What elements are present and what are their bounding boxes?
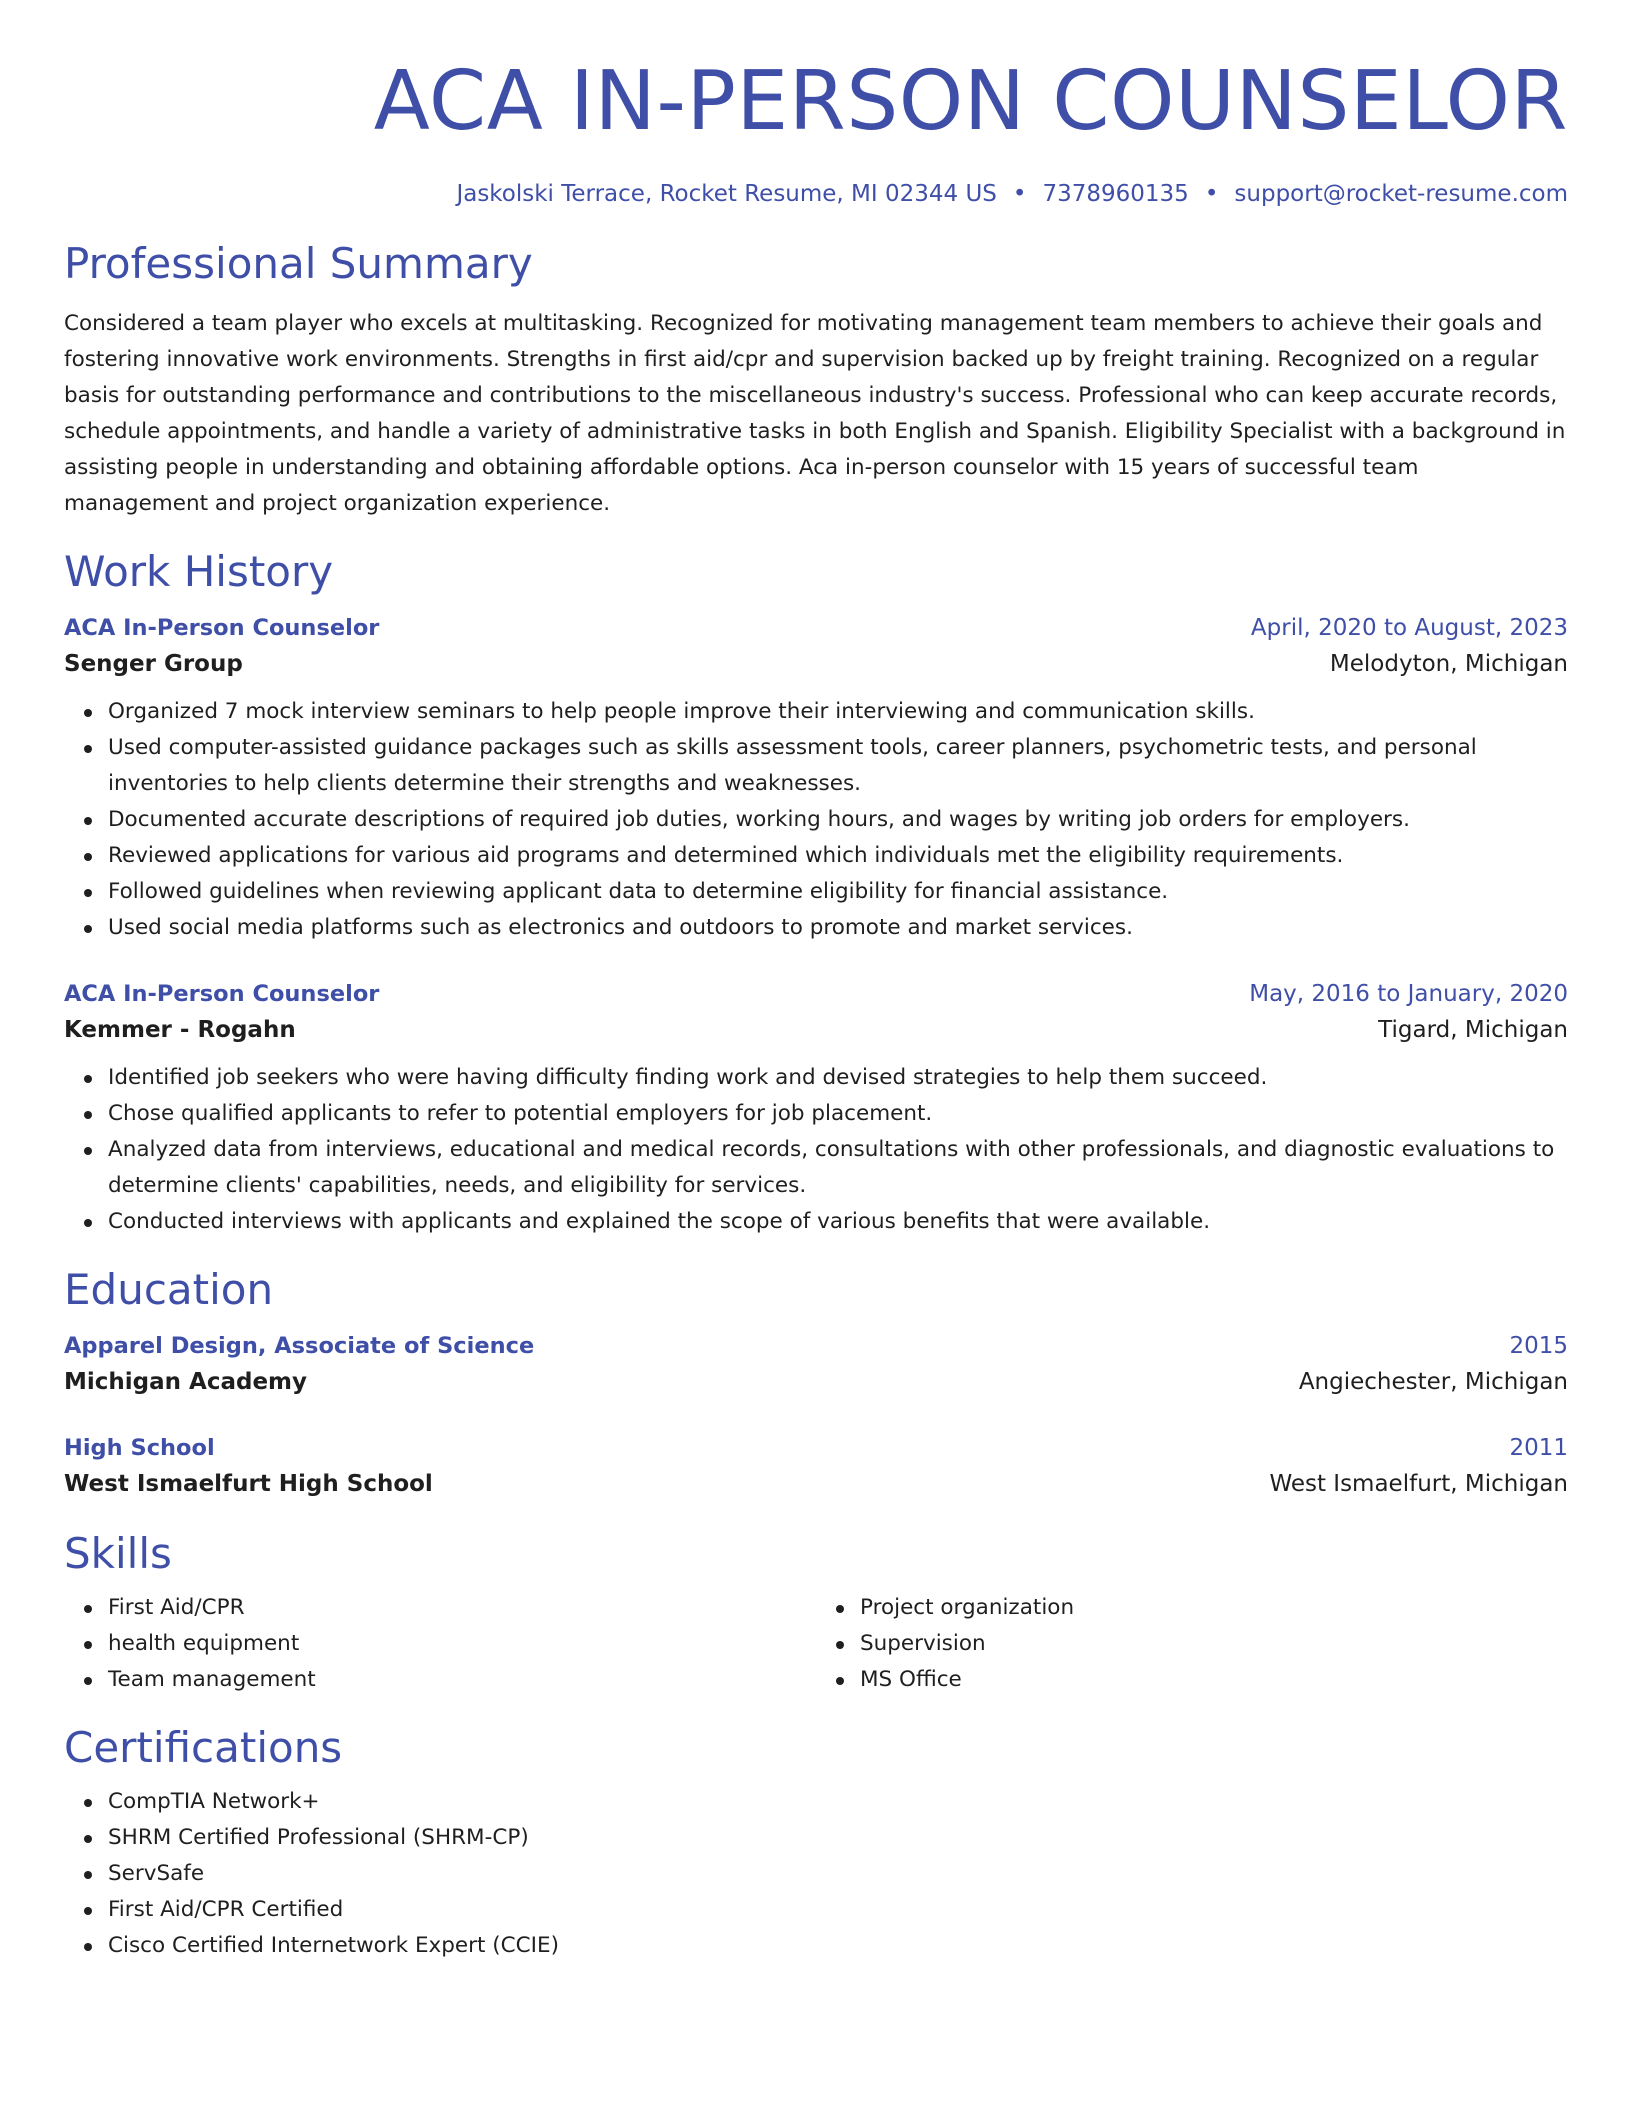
job-duty: Followed guidelines when reviewing applicant data to determine eligibility for financial assistance. xyxy=(108,874,1568,910)
job-header xyxy=(64,978,1568,1010)
education-location: Angiechester, Michigan xyxy=(1298,1369,1568,1395)
skill-item: MS Office xyxy=(860,1662,1568,1698)
education-title: Education xyxy=(64,1265,274,1314)
education-entry xyxy=(64,1432,1568,1504)
job-entry xyxy=(64,612,1568,946)
job-duty: Documented accurate descriptions of required job duties, working hours, and wages by writing job orders for employers. xyxy=(108,802,1568,838)
education-header xyxy=(64,1432,1568,1464)
skill-item: Team management xyxy=(108,1662,816,1698)
job-employer-row xyxy=(64,644,1568,684)
job-title: ACA In-Person Counselor xyxy=(64,615,380,641)
certifications-section xyxy=(64,1722,1568,1964)
job-employer-row xyxy=(64,1010,1568,1050)
education-school: Michigan Academy xyxy=(64,1369,308,1395)
job-duty: Analyzed data from interviews, educational and medical records, consultations with other professionals, and diagnostic evaluations to determine clients' capabilities, needs, and eligibility for services. xyxy=(108,1132,1568,1204)
job-employer: Senger Group xyxy=(64,651,243,677)
skill-item: First Aid/CPR xyxy=(108,1590,816,1626)
skills-list-left xyxy=(64,1590,816,1698)
job-duties xyxy=(64,694,1568,946)
job-duty: Used computer-assisted guidance packages such as skills assessment tools, career planners, psychometric tests, and personal inventories to help clients determine their strengths and weaknesses. xyxy=(108,730,1568,802)
job-employer: Kemmer - Rogahn xyxy=(64,1017,296,1043)
education-school-row xyxy=(64,1362,1568,1402)
contact-phone: 7378960135 xyxy=(1042,181,1189,207)
education-degree: Apparel Design, Associate of Science xyxy=(64,1333,535,1359)
skill-item: Supervision xyxy=(860,1626,1568,1662)
job-duty: Conducted interviews with applicants and explained the scope of various benefits that were available. xyxy=(108,1204,1568,1240)
contact-separator: • xyxy=(1012,181,1027,207)
education-school-row xyxy=(64,1464,1568,1504)
skills-grid xyxy=(64,1580,1568,1698)
certifications-list xyxy=(64,1784,1568,1964)
summary-section xyxy=(64,238,1568,522)
certification-item: First Aid/CPR Certified xyxy=(108,1892,1568,1928)
education-location: West Ismaelfurt, Michigan xyxy=(1269,1471,1568,1497)
education-section xyxy=(64,1264,1568,1504)
skill-item: Project organization xyxy=(860,1590,1568,1626)
contact-separator: • xyxy=(1204,181,1219,207)
job-duty: Reviewed applications for various aid programs and determined which individuals met the eligibility requirements. xyxy=(108,838,1568,874)
certifications-title: Certifications xyxy=(64,1723,343,1772)
job-dates: May, 2016 to January, 2020 xyxy=(1249,981,1568,1007)
summary-text: Considered a team player who excels at multitasking. Recognized for motivating management team members to achieve their goals and fostering innovative work environments. Strengths in first aid/cpr and supervision backed up by freight training. Recognized on a regular basis for outstanding performance and contributions to the miscellaneous industry's success. Professional who can keep accurate records, schedule appointments, and handle a variety of administrative tasks in both English and Spanish. Eligibility Specialist with a background in assisting people in understanding and obtaining affordable options. Aca in-person counselor with 15 years of successful team management and project organization experience. xyxy=(64,311,1566,516)
job-title: ACA In-Person Counselor xyxy=(64,981,380,1007)
certification-item: Cisco Certified Internetwork Expert (CCIE) xyxy=(108,1928,1568,1964)
job-header xyxy=(64,612,1568,644)
job-duty: Identified job seekers who were having difficulty finding work and devised strategies to help them succeed. xyxy=(108,1060,1568,1096)
skills-section xyxy=(64,1528,1568,1698)
education-year: 2011 xyxy=(1509,1435,1568,1461)
skill-item: health equipment xyxy=(108,1626,816,1662)
skills-title: Skills xyxy=(64,1529,172,1578)
job-location: Melodyton, Michigan xyxy=(1329,651,1568,677)
skills-list-right xyxy=(816,1590,1568,1698)
work-history-title: Work History xyxy=(64,547,334,596)
certification-item: ServSafe xyxy=(108,1856,1568,1892)
certification-item: CompTIA Network+ xyxy=(108,1784,1568,1820)
contact-line xyxy=(64,178,1568,210)
job-duties xyxy=(64,1060,1568,1240)
education-degree: High School xyxy=(64,1435,215,1461)
job-duty: Chose qualified applicants to refer to potential employers for job placement. xyxy=(108,1096,1568,1132)
certification-item: SHRM Certified Professional (SHRM-CP) xyxy=(108,1820,1568,1856)
job-entry xyxy=(64,978,1568,1240)
job-duty: Organized 7 mock interview seminars to help people improve their interviewing and communication skills. xyxy=(108,694,1568,730)
resume-header xyxy=(64,52,1568,210)
education-header xyxy=(64,1330,1568,1362)
job-duty: Used social media platforms such as electronics and outdoors to promote and market services. xyxy=(108,910,1568,946)
education-school: West Ismaelfurt High School xyxy=(64,1471,433,1497)
contact-address: Jaskolski Terrace, Rocket Resume, MI 02344 US xyxy=(456,181,997,207)
candidate-name: ACA IN-PERSON COUNSELOR xyxy=(373,54,1568,149)
contact-email[interactable]: support@rocket-resume.com xyxy=(1234,181,1568,207)
work-history-section xyxy=(64,546,1568,1240)
job-location: Tigard, Michigan xyxy=(1378,1017,1568,1043)
job-dates: April, 2020 to August, 2023 xyxy=(1250,615,1568,641)
summary-title: Professional Summary xyxy=(64,239,533,288)
education-year: 2015 xyxy=(1509,1333,1568,1359)
education-entry xyxy=(64,1330,1568,1402)
